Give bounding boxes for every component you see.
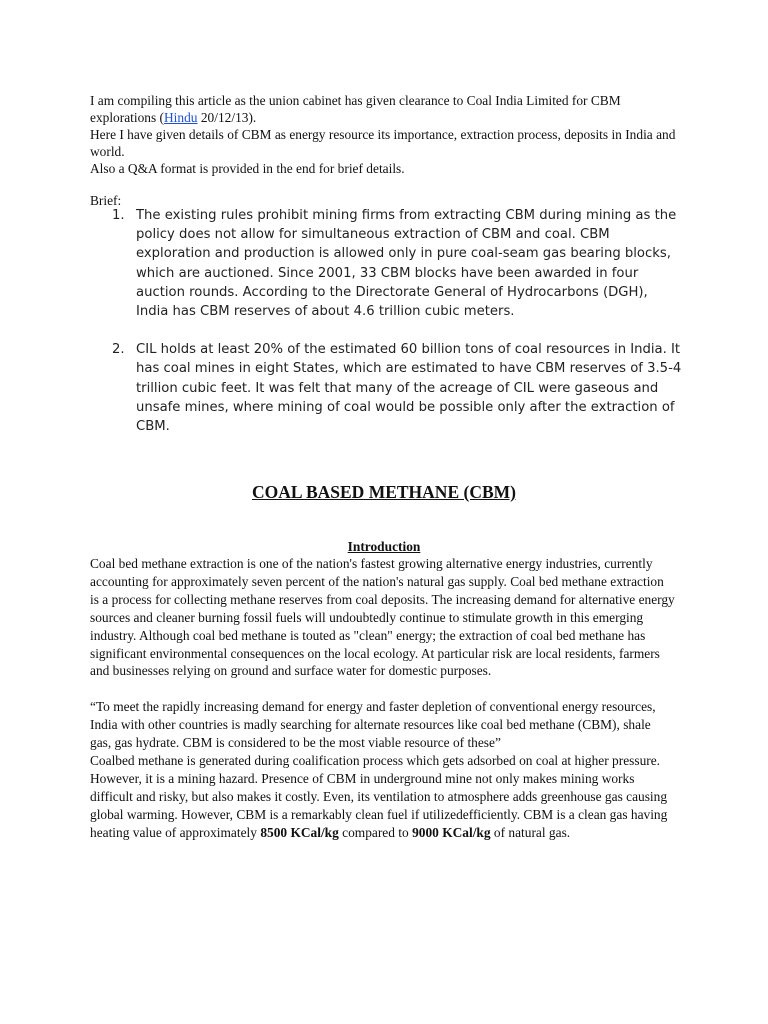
brief-item-text: The existing rules prohibit mining firms from extracting CBM during mining as the policy does not allow for simultaneous extraction of CBM and coal. CBM exploration and production is allowed only in pure coal-seam gas bearing blocks, which are auctioned. Since 2001, 33 CBM blocks have been awarded in four auction rounds. According to the Directorate General of Hydrocarbons (DGH), India has CBM reserves of about 4.6 trillion cubic meters.: [136, 208, 677, 320]
article-title: COAL BASED METHANE (CBM): [252, 482, 516, 502]
paragraph-spacer: [90, 680, 675, 698]
cbm-heating-value: 8500 KCal/kg: [260, 824, 339, 840]
intro-text-before-link: I am compiling this article as the union cabinet has given clearance to Coal India Limited for CBM explorations (: [90, 93, 621, 125]
brief-item-number: 1.: [112, 208, 125, 223]
quote-paragraph: “To meet the rapidly increasing demand for energy and faster depletion of conventional energy resources, India with other countries is madly searching for alternate resources like coal bed methane (CBM), shale gas, gas hydrate. CBM is considered to be the most viable resource of these”: [90, 699, 656, 751]
article-body: [90, 555, 675, 841]
intro-paragraph-2: Here I have given details of CBM as energy resource its importance, extraction process, deposits in India and world.: [90, 127, 676, 159]
intro-section: [90, 92, 680, 177]
hindu-link[interactable]: Hindu: [164, 110, 198, 125]
intro-text-after-link: 20/12/13).: [197, 110, 257, 125]
brief-item-number: 2.: [112, 342, 125, 358]
hazard-text: However, it is a mining hazard. Presence of CBM in underground mine not only makes mining works difficult and risky, but also makes it costly. Even, its ventilation to atmosphere adds greenhouse gas causing global warming. However, CBM is a remarkably clean fuel if utilizedefficiently. CBM is a clean gas having heating value of approximately: [90, 770, 668, 840]
intro-paragraph-3: Also a Q&A format is provided in the end for brief details.: [90, 161, 405, 176]
mining-hazard-paragraph: [90, 770, 675, 842]
natural-gas-heating-value: 9000 KCal/kg: [412, 824, 491, 840]
introduction-paragraph: Coal bed methane extraction is one of the nation's fastest growing alternative energy industries, currently accounting for approximately seven percent of the nation's natural gas supply. Coal bed methane extraction is a process for collecting methane reserves from coal deposits. The increasing demand for alternative energy sources and cleaner burning fossil fuels will undoubtedly continue to stimulate growth in this emerging industry. Although coal bed methane is touted as "clean" energy; the extraction of coal bed methane has significant environmental consequences on the local ecology. At particular risk are local residents, farmers and businesses relying on ground and surface water for domestic purposes.: [90, 556, 675, 679]
brief-item-2: [112, 340, 682, 436]
intro-paragraph-1: [90, 92, 680, 126]
brief-item-1: [112, 206, 682, 321]
natural-gas-text: of natural gas.: [490, 824, 571, 840]
brief-list: [112, 206, 682, 455]
section-title-introduction: Introduction: [347, 539, 421, 554]
brief-label: Brief:: [90, 193, 122, 208]
compared-to-text: compared to: [338, 824, 413, 840]
brief-item-text: CIL holds at least 20% of the estimated 60 billion tons of coal resources in India. It has coal mines in eight States, which are estimated to have CBM reserves of 3.5-4 trillion cubic feet. It was felt that many of the acreage of CIL were gaseous and unsafe mines, where mining of coal would be possible only after the extraction of CBM.: [136, 342, 682, 435]
coalification-paragraph: Coalbed methane is generated during coalification process which gets adsorbed on coal at higher pressure.: [90, 752, 661, 768]
